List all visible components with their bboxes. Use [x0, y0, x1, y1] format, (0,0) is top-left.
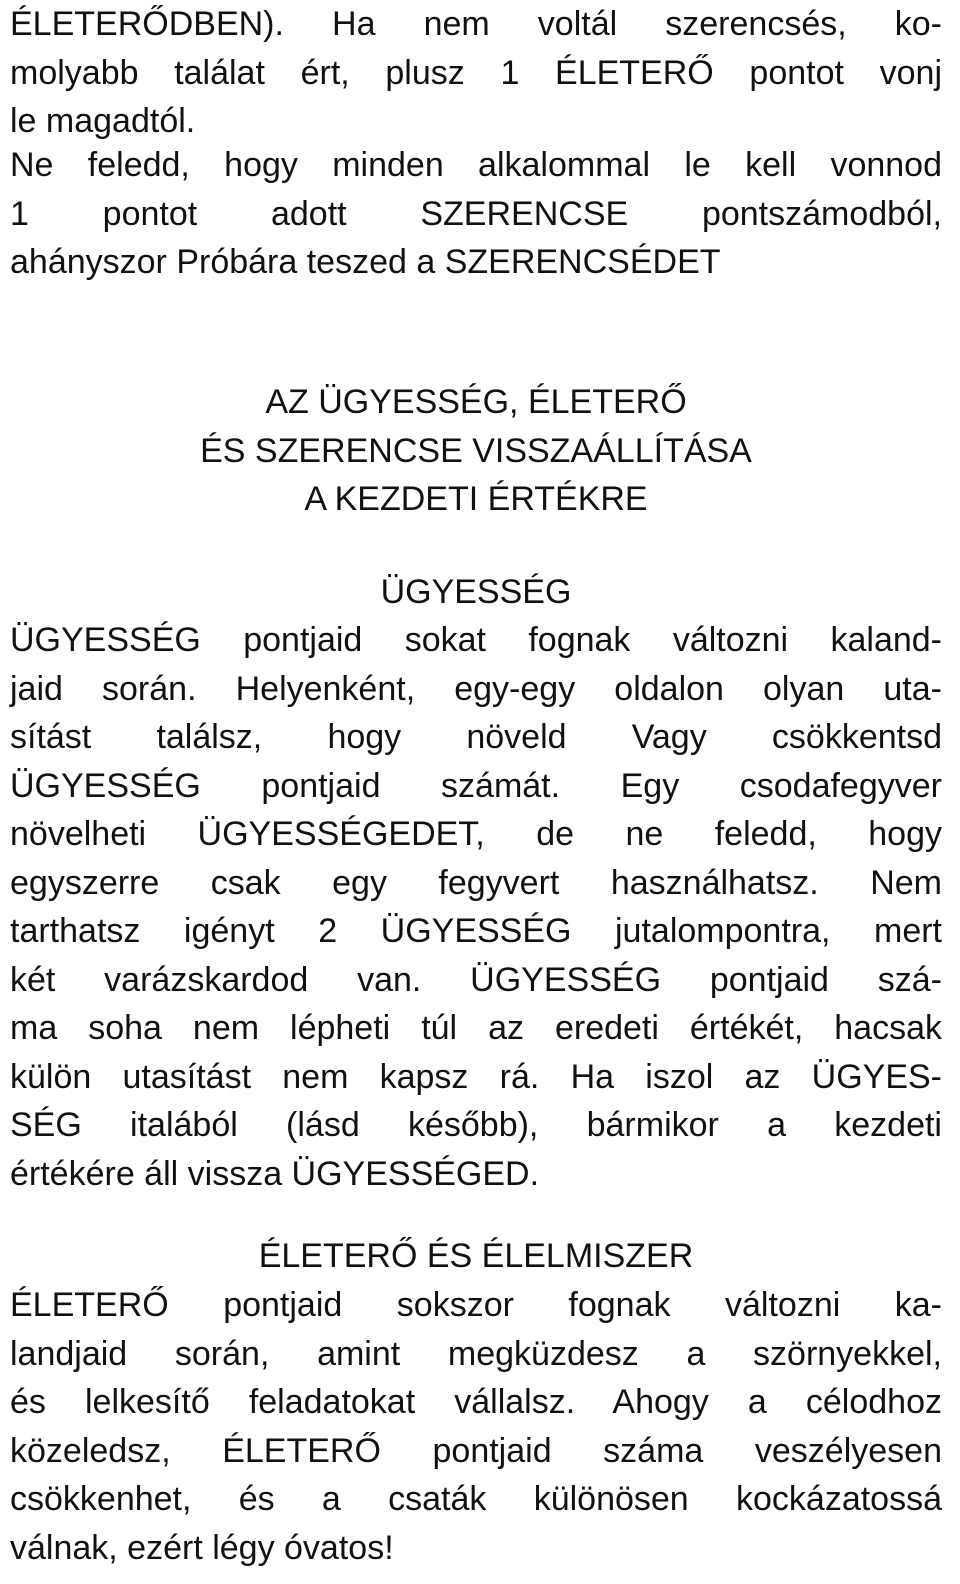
text-line: növelheti ÜGYESSÉGEDET, de ne feledd, hogy: [10, 815, 942, 853]
text-line: két varázskardod van. ÜGYESSÉG pontjaid szá-: [10, 960, 942, 999]
text-line: jaid során. Helyenként, egy-egy oldalon olyan uta-: [10, 669, 942, 708]
text-line: egyszerre csak egy fegyvert használhatsz. Nem: [10, 863, 942, 902]
section-title-line: AZ ÜGYESSÉG, ÉLETERŐ: [265, 383, 687, 421]
text-line: válnak, ezért légy óvatos!: [10, 1528, 394, 1567]
text-line: ÜGYESSÉG pontjaid számát. Egy csodafegyver: [10, 766, 942, 805]
text-line: ÉLETERŐ pontjaid sokszor fognak változni ka-: [10, 1286, 942, 1324]
stamina-heading: ÉLETERŐ ÉS ÉLELMISZER: [258, 1237, 694, 1275]
text-line: külön utasítást nem kapsz rá. Ha iszol az ÜGYES-: [10, 1057, 942, 1096]
text-line: ÉLETERŐDBEN). Ha nem voltál szerencsés, ko-: [10, 5, 942, 43]
section-title-line: ÉS SZERENCSE VISSZAÁLLÍTÁSA: [200, 431, 752, 470]
text-line: csökkenhet, és a csaták különösen kockázatossá: [10, 1480, 942, 1518]
intro-paragraph: [10, 0, 942, 146]
section-title-line: A KEZDETI ÉRTÉKRE: [304, 480, 648, 518]
text-line: sítást találsz, hogy növeld Vagy csökkentsd: [10, 718, 942, 756]
text-line: 1 pontot adott SZERENCSE pontszámodból,: [10, 194, 942, 233]
skill-heading: ÜGYESSÉG: [380, 573, 572, 611]
text-line: ma soha nem lépheti túl az eredeti értékét, hacsak: [10, 1009, 942, 1047]
text-line: és lelkesítő feladatokat vállalsz. Ahogy a célodhoz: [10, 1383, 942, 1421]
text-line: ahányszor Próbára teszed a SZERENCSÉDET: [10, 243, 721, 281]
text-line: értékére áll vissza ÜGYESSÉGED.: [10, 1154, 540, 1193]
skill-paragraph: [10, 616, 942, 1198]
text-line: le magadtól.: [10, 102, 196, 140]
text-line: közeledsz, ÉLETERŐ pontjaid száma veszélyesen: [10, 1431, 942, 1470]
section-title: [10, 378, 942, 524]
text-line: SÉG italából (lásd később), bármikor a kezdeti: [10, 1106, 942, 1144]
text-line: molyabb találat ért, plusz 1 ÉLETERŐ pontot vonj: [10, 53, 942, 92]
stamina-paragraph: [10, 1281, 942, 1572]
text-line: tarthatsz igényt 2 ÜGYESSÉG jutalompontra, mert: [10, 912, 942, 950]
text-line: landjaid során, amint megküzdesz a szörnyekkel,: [10, 1334, 942, 1373]
text-line: ÜGYESSÉG pontjaid sokat fognak változni kaland-: [10, 621, 942, 659]
luck-note-paragraph: [10, 141, 942, 287]
text-line: Ne feledd, hogy minden alkalommal le kell vonnod: [10, 146, 942, 184]
